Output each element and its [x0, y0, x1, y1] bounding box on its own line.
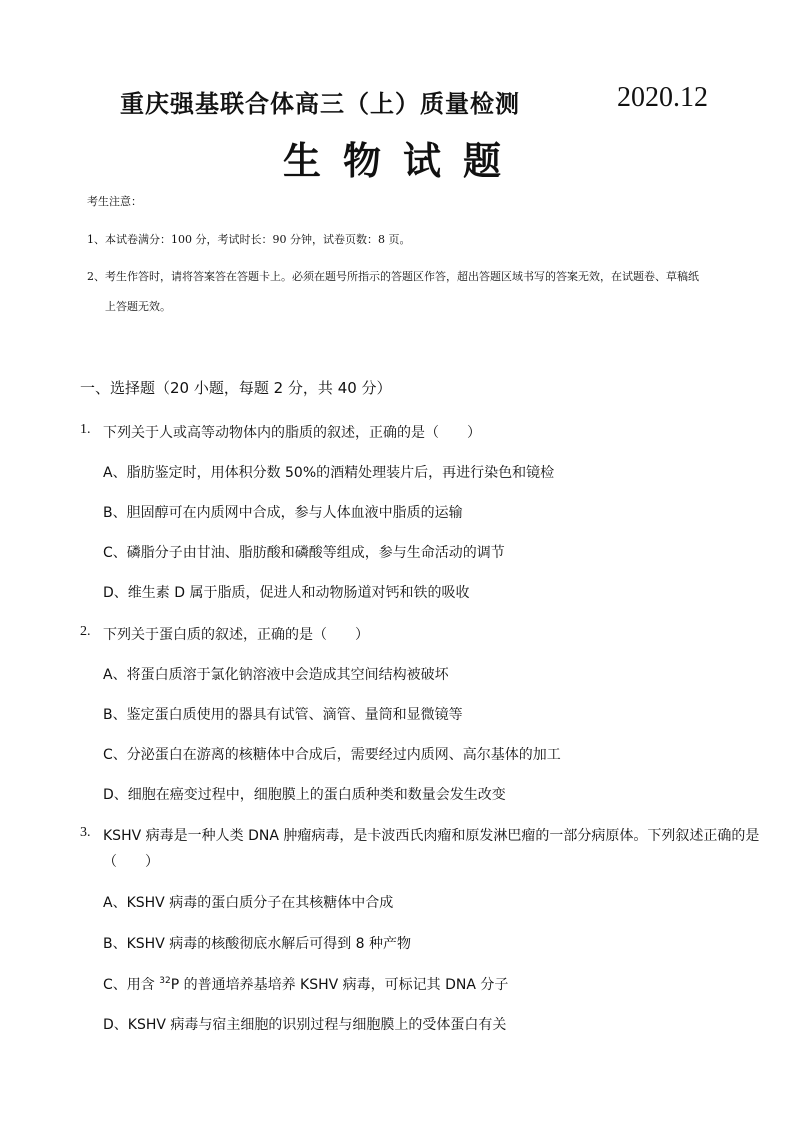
notice-item-1: [87, 225, 747, 255]
question-3-option-c: [103, 974, 508, 994]
question-1-option-a: A、脂肪鉴定时，用体积分数 50%的酒精处理装片后，再进行染色和镜检: [103, 465, 555, 481]
question-2-option-d: D、细胞在癌变过程中，细胞膜上的蛋白质种类和数量会发生改变: [103, 787, 506, 803]
question-2-option-a: A、将蛋白质溶于氯化钠溶液中会造成其空间结构被破坏: [103, 667, 449, 683]
notice-item-text-continued: 上答题无效。: [105, 300, 171, 313]
question-1-option-c: C、磷脂分子由甘油、脂肪酸和磷酸等组成，参与生命活动的调节: [103, 545, 505, 561]
question-number: 2.: [80, 624, 91, 639]
question-text: 下列关于人或高等动物体内的脂质的叙述，正确的是（ ）: [103, 425, 481, 441]
question-number: 3.: [80, 825, 91, 840]
question-1-option-b: B、胆固醇可在内质网中合成，参与人体血液中脂质的运输: [103, 505, 463, 521]
notice-item-number: 2、: [87, 270, 105, 283]
question-3-option-a: A、KSHV 病毒的蛋白质分子在其核糖体中合成: [103, 895, 394, 911]
notice-item-text: 本试卷满分：100 分，考试时长：90 分钟，试卷页数：8 页。: [105, 233, 411, 246]
question-3-option-d: D、KSHV 病毒与宿主细胞的识别过程与细胞膜上的受体蛋白有关: [103, 1017, 507, 1033]
question-text: 下列关于蛋白质的叙述，正确的是（ ）: [103, 627, 369, 643]
notice-item-text: 考生作答时，请将答案答在答题卡上。必须在题号所指示的答题区作答，超出答题区域书写的答案无效，在试题卷、草稿纸: [105, 270, 699, 283]
exam-header: [0, 84, 794, 124]
option-c-text-start: C、用含: [103, 977, 160, 993]
notice-heading: 考生注意：: [87, 195, 142, 208]
question-text: KSHV 病毒是一种人类 DNA 肿瘤病毒，是卡波西氏肉瘤和原发淋巴瘤的一部分病原体。下列叙述正确的是: [103, 828, 760, 844]
notice-item-2: [87, 262, 747, 322]
subject-title: 生物试题: [282, 138, 523, 183]
question-number: 1.: [80, 422, 91, 437]
notice-item-number: 1、: [87, 233, 105, 246]
question-2-option-c: C、分泌蛋白在游离的核糖体中合成后，需要经过内质网、高尔基体的加工: [103, 747, 561, 763]
option-c-text-rest: P 的普通培养基培养 KSHV 病毒，可标记其 DNA 分子: [170, 977, 509, 993]
exam-date: 2020.12: [617, 82, 708, 113]
question-2-option-b: B、鉴定蛋白质使用的器具有试管、滴管、量筒和显微镜等: [103, 707, 463, 723]
question-1-option-d: D、维生素 D 属于脂质，促进人和动物肠道对钙和铁的吸收: [103, 585, 470, 601]
exam-name: 重庆强基联合体高三（上）质量检测: [120, 89, 520, 118]
question-3-option-b: B、KSHV 病毒的核酸彻底水解后可得到 8 种产物: [103, 936, 412, 952]
section-title: 一、选择题（20 小题，每题 2 分，共 40 分）: [80, 379, 392, 397]
isotope-superscript: 32: [159, 976, 171, 986]
question-3-stem-continued: （ ）: [103, 854, 159, 870]
